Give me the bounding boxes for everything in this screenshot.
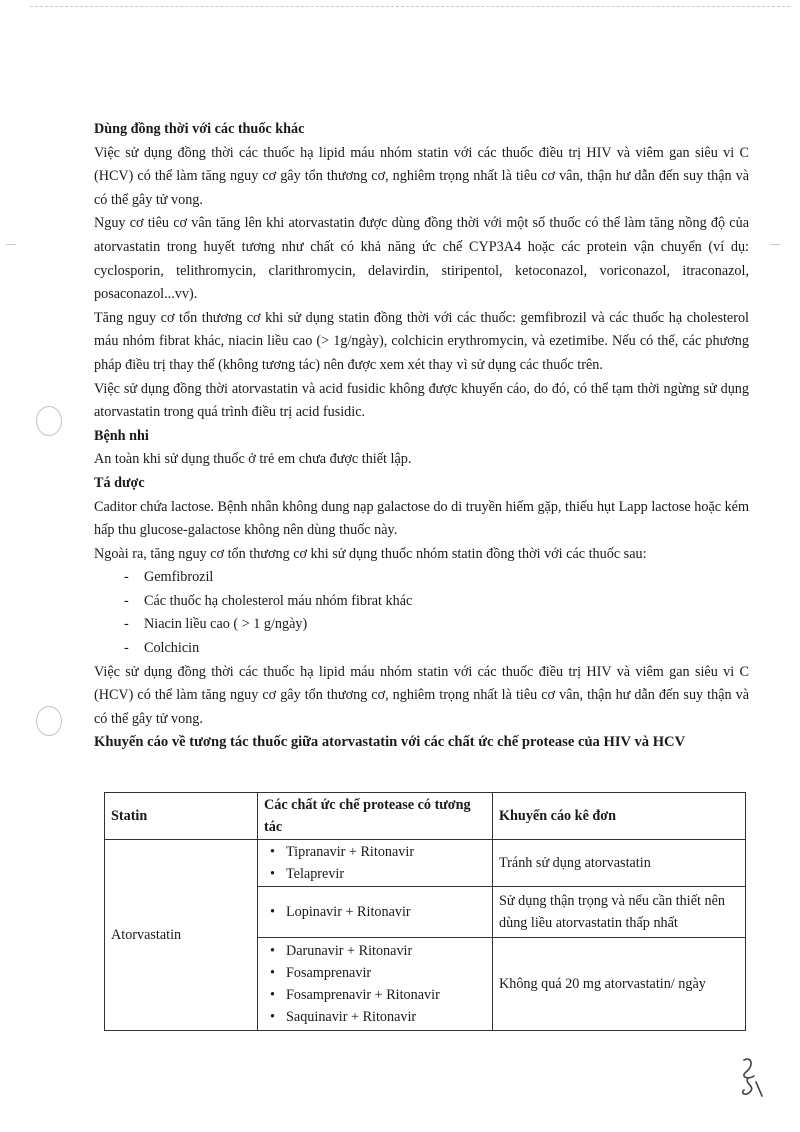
document-body xyxy=(94,118,749,755)
recommendation-cell: Sử dụng thận trọng và nếu cần thiết nên dùng liều atorvastatin thấp nhất xyxy=(493,887,746,938)
recommendation-cell: Tránh sử dụng atorvastatin xyxy=(493,840,746,887)
punch-hole-icon xyxy=(36,406,62,436)
list-item: • Saquinavir + Ritonavir xyxy=(270,1006,486,1028)
inhibitor-cell xyxy=(258,887,493,938)
scan-top-edge xyxy=(30,6,790,7)
list-item: - Các thuốc hạ cholesterol máu nhóm fibrat khác xyxy=(124,590,749,614)
statin-cell: Atorvastatin xyxy=(105,840,258,1031)
paragraph: An toàn khi sử dụng thuốc ở trẻ em chưa được thiết lập. xyxy=(94,451,412,468)
interaction-table xyxy=(104,792,746,1031)
list-item: - Niacin liều cao ( > 1 g/ngày) xyxy=(124,613,749,637)
table-header-recommendation: Khuyến cáo kê đơn xyxy=(493,793,746,840)
paragraph: Việc sử dụng đồng thời atorvastatin và acid fusidic không được khuyến cáo, do đó, có thể tạm thời ngừng sử dụng atorvastatin trong quá trình điều trị acid fusidic. xyxy=(94,380,749,421)
table-header-inhibitors: Các chất ức chế protease có tương tác xyxy=(258,793,493,840)
paragraph: Caditor chứa lactose. Bệnh nhân không dung nạp galactose do di truyền hiếm gặp, thiếu hụt Lapp lactose hoặc kém hấp thu glucose-galactose không nên dùng thuốc này. xyxy=(94,498,750,539)
inhibitor-cell xyxy=(258,938,493,1031)
signature-icon xyxy=(730,1052,770,1102)
scan-edge-mark xyxy=(6,244,16,245)
recommendation-cell: Không quá 20 mg atorvastatin/ ngày xyxy=(493,938,746,1031)
section-heading-concurrent: Dùng đồng thời với các thuốc khác xyxy=(94,121,305,137)
list-item: • Lopinavir + Ritonavir xyxy=(270,901,486,923)
list-item: • Darunavir + Ritonavir xyxy=(270,940,486,962)
list-item: • Fosamprenavir + Ritonavir xyxy=(270,984,486,1006)
paragraph: Nguy cơ tiêu cơ vân tăng lên khi atorvastatin được dùng đồng thời với một số thuốc có thể làm tăng nồng độ của atorvastatin trong huyết tương như chất có khả năng ức chế CYP3A4 hoặc các protein vận chuyển (ví dụ: cyclosporin, telithromycin, clarithromycin, delavirdin, stiripentol, ketoconazol, voriconazol, itraconazol, posaconazol...vv). xyxy=(94,215,749,303)
section-heading-excipients: Tá dược xyxy=(94,474,145,491)
paragraph: Việc sử dụng đồng thời các thuốc hạ lipid máu nhóm statin với các thuốc điều trị HIV và viêm gan siêu vi C (HCV) có thể làm tăng nguy cơ gây tổn thương cơ, nghiêm trọng nhất là tiêu cơ vân, thận hư dẫn đến suy thận và có thể gây tử vong. xyxy=(94,144,749,208)
section-heading-pediatric: Bệnh nhi xyxy=(94,427,149,444)
list-item: • Fosamprenavir xyxy=(270,962,486,984)
table-row xyxy=(105,840,746,887)
paragraph: Việc sử dụng đồng thời các thuốc hạ lipid máu nhóm statin với các thuốc điều trị HIV và viêm gan siêu vi C (HCV) có thể làm tăng nguy cơ gây tổn thương cơ, nghiêm trọng nhất là tiêu cơ vân, thận hư dẫn đến suy thận và có thể gây tử vong. xyxy=(94,663,749,727)
paragraph: Ngoài ra, tăng nguy cơ tổn thương cơ khi sử dụng thuốc nhóm statin đồng thời với các thuốc sau: xyxy=(94,545,647,562)
paragraph: Tăng nguy cơ tổn thương cơ khi sử dụng statin đồng thời với các thuốc: gemfibrozil và các thuốc hạ cholesterol máu nhóm fibrat khác, niacin liều cao (> 1g/ngày), colchicin erythromycin, và ezetimibe. Nếu có thể, các phương pháp điều trị thay thế (không tương tác) nên được xem xét thay vì sử dụng các thuốc trên. xyxy=(94,309,749,373)
table-header-row xyxy=(105,793,746,840)
list-item: - Colchicin xyxy=(124,637,749,661)
table-title: Khuyến cáo về tương tác thuốc giữa atorvastatin với các chất ức chế protease của HIV và HCV xyxy=(94,734,686,751)
list-item: • Tipranavir + Ritonavir xyxy=(270,841,486,863)
table-header-statin: Statin xyxy=(105,793,258,840)
punch-hole-icon xyxy=(36,706,62,736)
list-item: - Gemfibrozil xyxy=(124,566,749,590)
inhibitor-cell xyxy=(258,840,493,887)
scan-edge-mark xyxy=(770,244,780,245)
drug-list xyxy=(94,566,749,660)
list-item: • Telaprevir xyxy=(270,863,486,885)
